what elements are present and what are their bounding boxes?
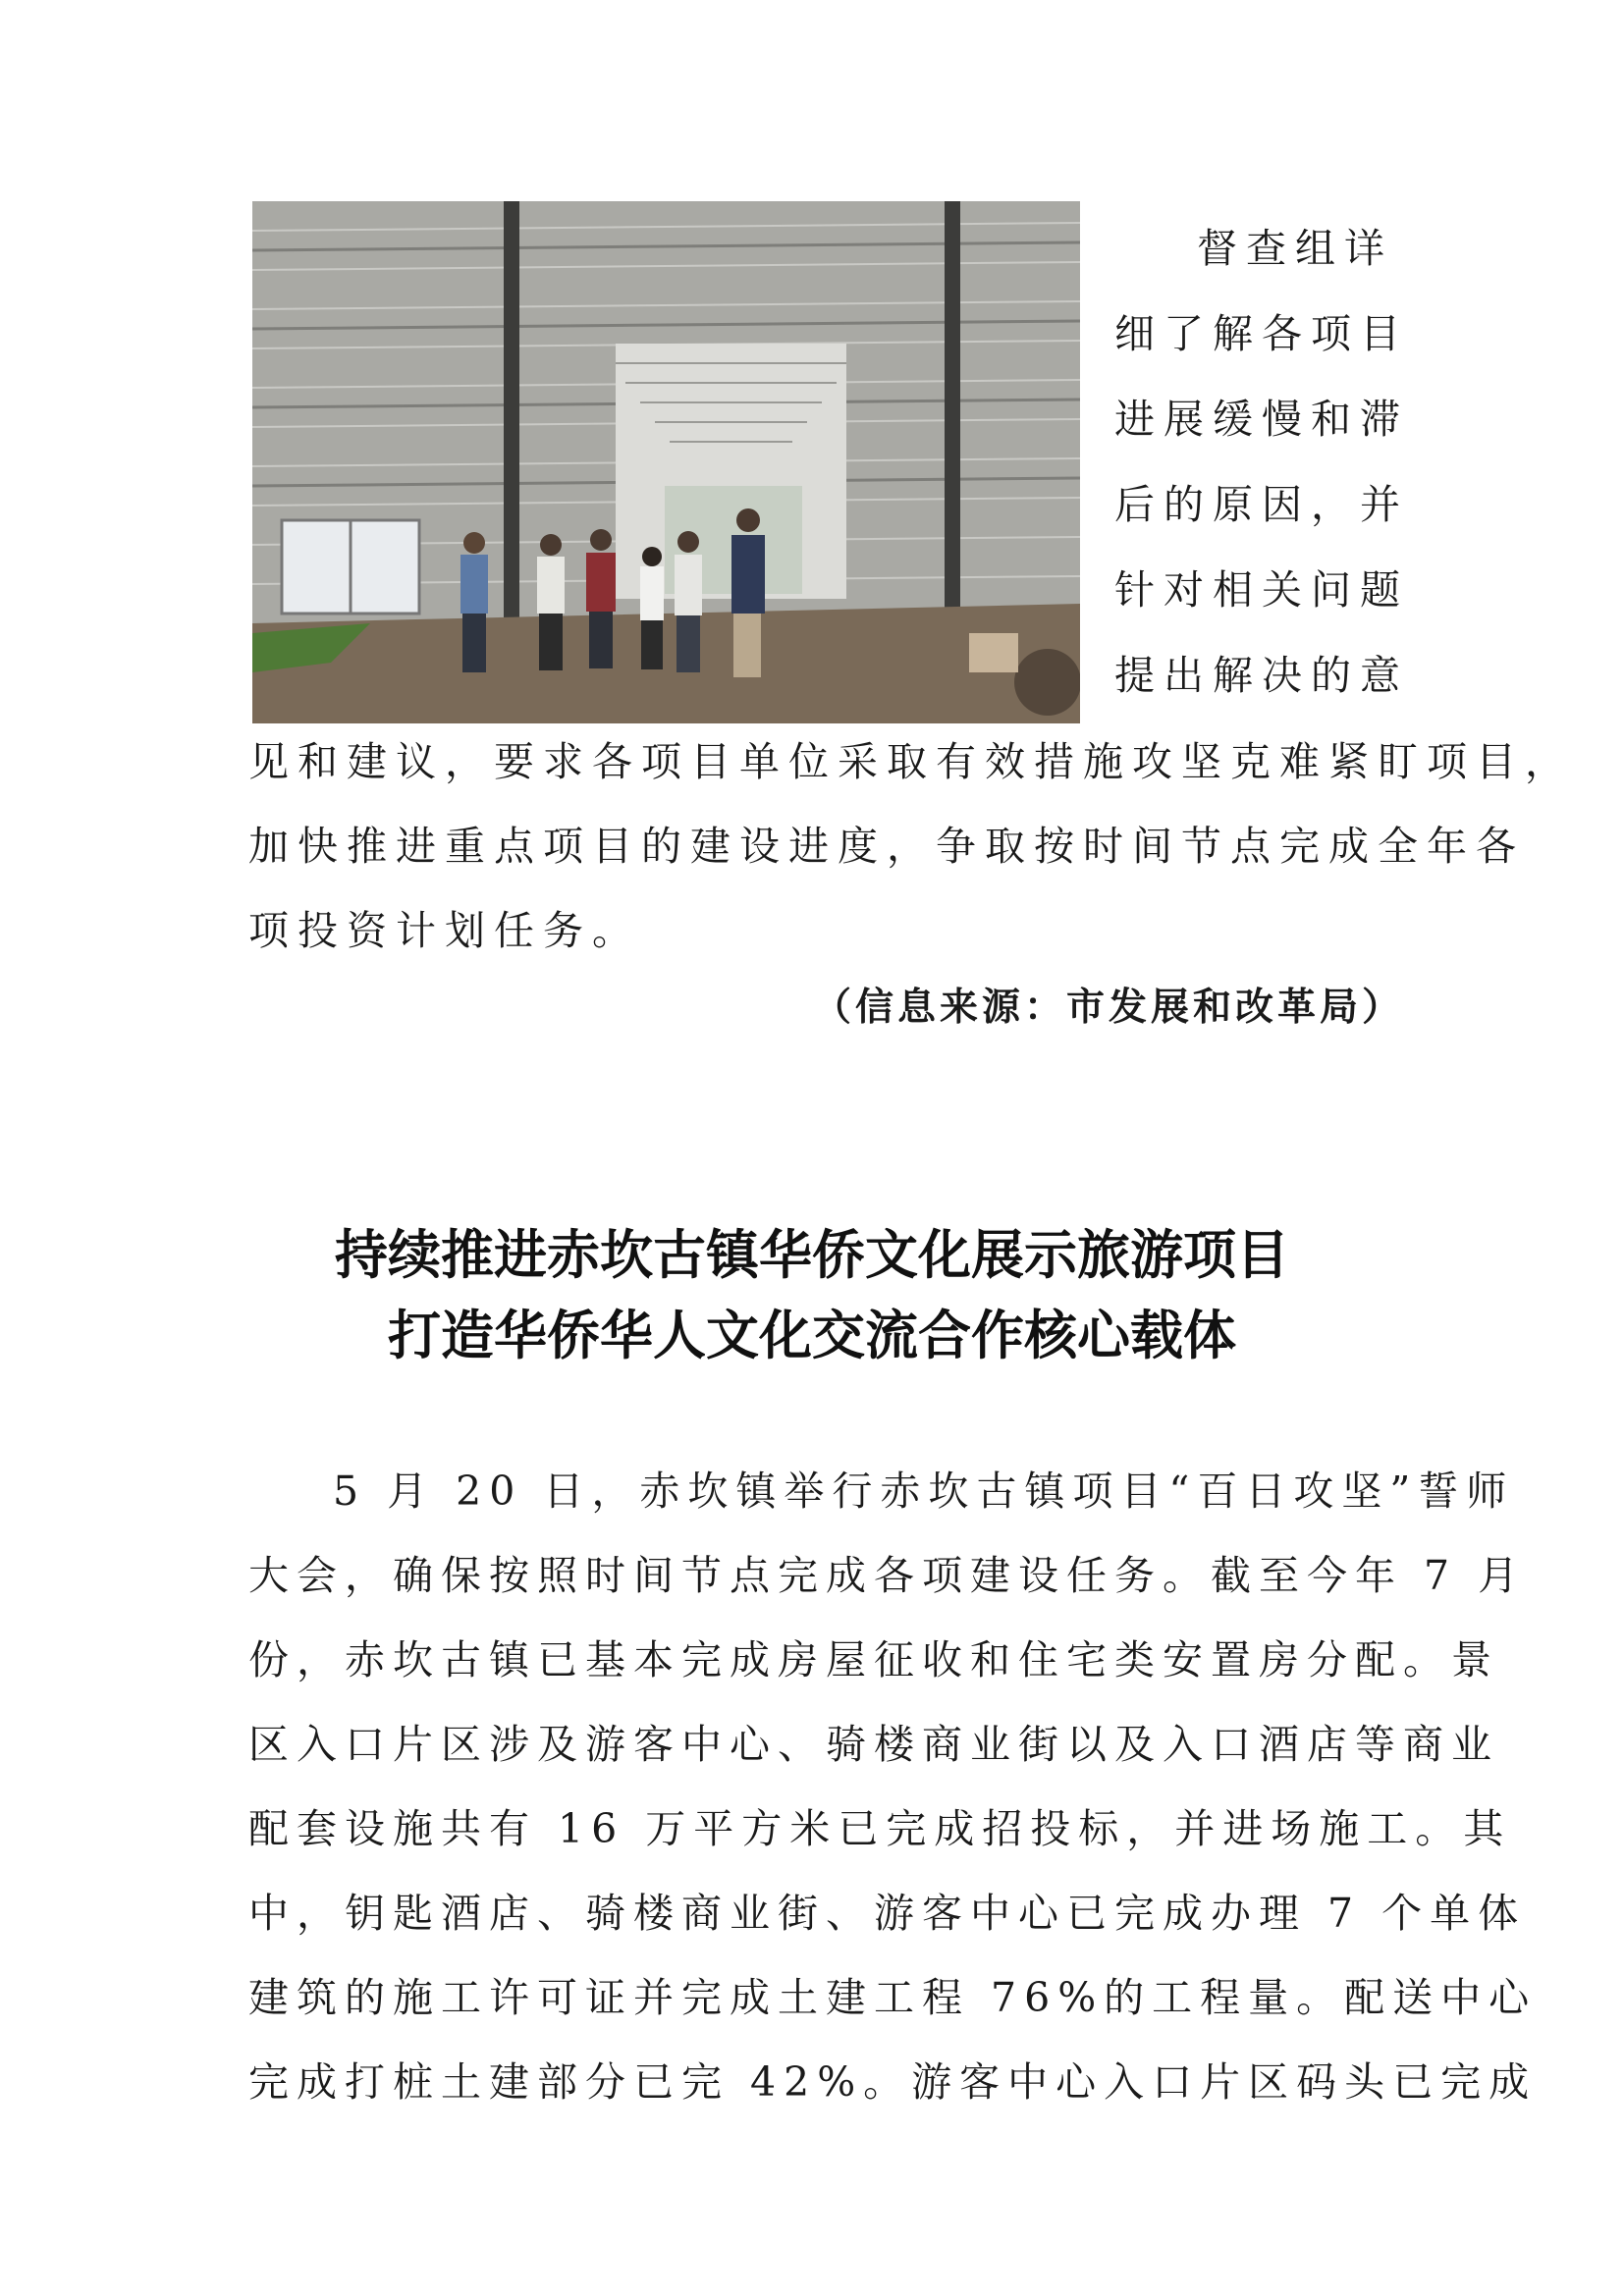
- body-line: 区入口片区涉及游客中心、骑楼商业街以及入口酒店等商业: [248, 1721, 1499, 1768]
- body-line: 完成打桩土建部分已完 42%。游客中心入口片区码头已完成: [248, 2058, 1538, 2106]
- side-line: 细了解各项目: [1114, 310, 1409, 357]
- title-line: 持续推进赤坎古镇华侨文化展示旅游项目: [335, 1224, 1289, 1286]
- warehouse-scene: [252, 201, 1080, 723]
- side-wrapped-text: [1114, 206, 1409, 719]
- title-line: 打造华侨华人文化交流合作核心载体: [388, 1305, 1236, 1366]
- side-line: 督查组详: [1197, 225, 1393, 272]
- paragraph-continuation: [248, 720, 1574, 973]
- body-line: 大会，确保按照时间节点完成各项建设任务。截至今年 7 月: [248, 1552, 1527, 1599]
- article-body: [248, 1449, 1538, 2124]
- body-line: 5 月 20 日，赤坎镇举行赤坎古镇项目“百日攻坚”誓师: [333, 1468, 1515, 1515]
- side-line: 提出解决的意: [1114, 652, 1409, 699]
- paragraph-line: 加快推进重点项目的建设进度，争取按时间节点完成全年各: [248, 823, 1525, 870]
- body-line: 配套设施共有 16 万平方米已完成招投标，并进场施工。其: [248, 1805, 1512, 1852]
- paragraph-line: 项投资计划任务。: [248, 907, 641, 954]
- side-line: 进展缓慢和滞: [1114, 396, 1409, 443]
- inspection-photo: [252, 201, 1080, 723]
- side-line: 后的原因，并: [1114, 481, 1409, 528]
- article-title: [196, 1215, 1428, 1376]
- body-line: 建筑的施工许可证并完成土建工程 76%的工程量。配送中心: [248, 1974, 1538, 2021]
- information-source: （信息来源：市发展和改革局）: [812, 986, 1404, 1030]
- paragraph-line: 见和建议，要求各项目单位采取有效措施攻坚克难紧盯项目，: [248, 738, 1574, 785]
- side-line: 针对相关问题: [1114, 566, 1409, 614]
- body-line: 中，钥匙酒店、骑楼商业街、游客中心已完成办理 7 个单体: [248, 1890, 1527, 1937]
- body-line: 份，赤坎古镇已基本完成房屋征收和住宅类安置房分配。景: [248, 1636, 1499, 1683]
